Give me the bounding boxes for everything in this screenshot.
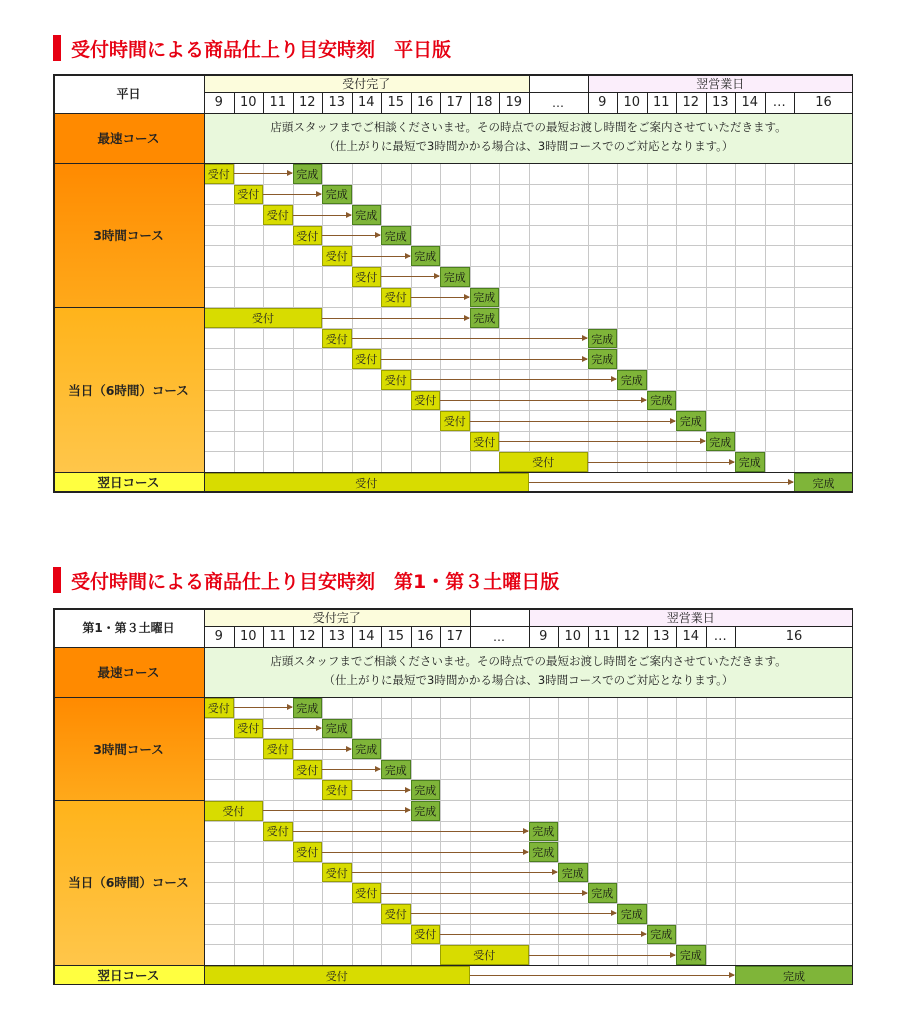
complete-tag: 完成 [440,267,470,287]
complete-tag: 完成 [293,698,323,718]
table-border [852,608,854,985]
hour-cell: 15 [387,95,405,110]
complete-tag: 完成 [470,308,500,328]
receive-tag: 受付 [263,205,293,225]
arrow [352,872,558,873]
hour-gap-ellipsis: … [493,629,505,644]
same-day-course-label: 当日（6時間）コース [53,307,204,472]
complete-tag: 完成 [735,452,765,472]
complete-tag: 完成 [588,349,618,369]
title-accent-bar [53,567,61,593]
receive-tag: 受付 [381,370,411,390]
table-border [852,74,854,493]
complete-tag: 完成 [529,822,559,842]
next-business-day-header: 翌営業日 [588,74,854,92]
next-day-hour-cell: 16 [785,629,803,644]
hour-cell: 16 [416,95,434,110]
arrow [322,852,528,853]
note-line: 店頭スタッフまでご相談くださいませ。その時点での最短お渡し時間をご案内させていただきます。 [270,120,787,134]
three-hour-course-label: 3時間コース [53,697,204,800]
table-border [352,626,353,647]
receive-tag: 受付 [322,863,352,883]
receive-tag: 受付 [381,904,411,924]
note-line: （仕上がりに最短で3時間かかる場合は、3時間コースでのご対応となります。） [323,139,734,153]
complete-tag: 完成 [647,925,677,945]
table-border [204,608,205,985]
receive-tag: 受付 [204,966,470,986]
complete-tag: 完成 [411,246,441,266]
complete-tag: 完成 [647,391,677,411]
hour-cell: 11 [269,629,287,644]
receive-tag: 受付 [411,925,441,945]
table-border [53,491,853,493]
hour-cell: 17 [446,95,464,110]
table-border [411,92,412,113]
next-day-hour-cell: 12 [623,629,641,644]
table-border [529,74,530,113]
complete-tag: 完成 [411,780,441,800]
title-accent-bar [53,35,61,61]
grid-line [499,163,500,472]
complete-tag: 完成 [322,719,352,739]
receive-tag: 受付 [322,329,352,349]
table-border [53,163,853,164]
table-border [352,92,353,113]
grid-line [735,697,736,965]
complete-tag: 完成 [794,473,853,493]
receive-tag: 受付 [352,349,382,369]
receive-tag: 受付 [440,411,470,431]
section-title-text: 受付時間による商品仕上り目安時刻 平日版 [71,38,452,61]
next-day-hour-cell: … [772,95,786,110]
complete-tag: 完成 [558,863,588,883]
next-day-hour-cell: 14 [741,95,759,110]
hour-cell: 11 [269,95,287,110]
table-border [322,626,323,647]
schedule-table-saturday [53,608,853,985]
complete-tag: 完成 [676,411,706,431]
receive-tag: 受付 [381,288,411,308]
next-day-hour-cell: 14 [682,629,700,644]
arrow [381,276,439,277]
hour-cell: 19 [505,95,523,110]
next-business-day-header: 翌営業日 [529,608,854,626]
table-border [234,92,235,113]
next-day-hour-cell: 10 [564,629,582,644]
complete-tag: 完成 [617,370,647,390]
table-border [499,92,500,113]
grid-line [735,163,736,472]
hour-cell: 12 [298,95,316,110]
table-border [53,984,853,986]
hour-cell: 13 [328,95,346,110]
complete-tag: 完成 [588,883,618,903]
table-border [588,74,589,113]
receive-tag: 受付 [293,226,323,246]
hour-cell: 16 [416,629,434,644]
receive-tag: 受付 [234,185,264,205]
receive-tag: 受付 [204,473,529,493]
complete-tag: 完成 [706,432,736,452]
note-line: （仕上がりに最短で3時間かかる場合は、3時間コースでのご対応となります。） [323,673,734,687]
arrow [263,194,321,195]
grid-line [706,697,707,965]
receive-tag: 受付 [204,698,234,718]
section-title-saturday [53,567,559,593]
arrow [588,462,735,463]
arrow [352,338,587,339]
arrow [411,297,469,298]
table-border [647,626,648,647]
next-day-course-label: 翌日コース [53,965,204,986]
complete-tag: 完成 [529,842,559,862]
arrow [293,831,528,832]
corner-label: 第1・第３土曜日 [82,621,175,635]
table-border [617,92,618,113]
table-border [53,307,204,308]
reception-complete-header: 受付完了 [204,74,529,92]
arrow [470,421,676,422]
receive-tag: 受付 [322,780,352,800]
arrow [263,728,321,729]
next-day-hour-cell: 10 [623,95,641,110]
table-border [53,697,853,698]
table-border [53,800,204,801]
table-border [706,92,707,113]
receive-tag: 受付 [440,945,529,965]
reception-complete-header: 受付完了 [204,608,470,626]
arrow [322,235,380,236]
grid-line [588,697,589,965]
table-border [529,608,530,647]
grid-line [558,697,559,965]
table-border [617,626,618,647]
receive-tag: 受付 [352,883,382,903]
table-border [322,92,323,113]
corner-label: 平日 [116,87,141,101]
arrow [411,913,617,914]
same-day-course-label: 当日（6時間）コース [53,800,204,965]
arrow [529,955,676,956]
receive-tag: 受付 [204,164,234,184]
table-border [53,608,55,985]
grid-line [676,697,677,965]
three-hour-course-label: 3時間コース [53,163,204,307]
arrow [470,975,735,976]
table-border [53,74,853,76]
table-border [234,626,235,647]
hour-cell: 14 [357,95,375,110]
receive-tag: 受付 [352,267,382,287]
receive-tag: 受付 [499,452,588,472]
complete-tag: 完成 [470,288,500,308]
arrow [440,934,646,935]
table-border [440,626,441,647]
hour-cell: 9 [214,95,223,110]
next-day-hour-cell: 9 [539,629,548,644]
hour-cell: 13 [328,629,346,644]
hour-cell: 15 [387,629,405,644]
grid-line [647,163,648,472]
next-day-hour-cell: 11 [652,95,670,110]
table-border [381,626,382,647]
table-border [204,74,205,493]
complete-tag: 完成 [676,945,706,965]
arrow [234,707,292,708]
table-border [470,608,471,647]
complete-tag: 完成 [381,226,411,246]
hour-cell: 10 [239,629,257,644]
table-border [381,92,382,113]
receive-tag: 受付 [234,719,264,739]
table-border [735,626,736,647]
receive-tag: 受付 [470,432,500,452]
arrow [293,215,351,216]
arrow [234,173,292,174]
arrow [352,790,410,791]
grid-line [588,163,589,472]
fastest-course-label: 最速コース [53,647,204,697]
hour-cell: 18 [475,95,493,110]
receive-tag: 受付 [204,308,322,328]
table-border [53,74,55,493]
complete-tag: 完成 [411,801,441,821]
fastest-course-note [204,647,853,697]
table-border [647,92,648,113]
hour-cell: 12 [298,629,316,644]
table-border [470,92,471,113]
table-border [735,92,736,113]
complete-tag: 完成 [352,205,382,225]
table-border [293,626,294,647]
receive-tag: 受付 [411,391,441,411]
grid-line [794,163,795,472]
table-border [765,92,766,113]
table-border [293,92,294,113]
table-border [794,92,795,113]
receive-tag: 受付 [263,739,293,759]
hour-cell: 14 [357,629,375,644]
schedule-table-weekday [53,74,853,493]
receive-tag: 受付 [204,801,263,821]
receive-tag: 受付 [293,760,323,780]
table-border [676,92,677,113]
next-day-course-label: 翌日コース [53,472,204,493]
next-day-hour-cell: 13 [711,95,729,110]
table-border [53,647,853,648]
arrow [499,441,705,442]
arrow [322,769,380,770]
complete-tag: 完成 [381,760,411,780]
complete-tag: 完成 [588,329,618,349]
table-border [53,113,853,114]
grid-line [617,163,618,472]
arrow [293,749,351,750]
receive-tag: 受付 [293,842,323,862]
arrow [440,400,646,401]
table-border [440,92,441,113]
grid-line [529,163,530,472]
table-border [706,626,707,647]
receive-tag: 受付 [263,822,293,842]
next-day-hour-cell: 16 [815,95,832,110]
next-day-hour-cell: 11 [593,629,611,644]
table-border [676,626,677,647]
hour-cell: 9 [214,629,223,644]
table-border [558,626,559,647]
note-line: 店頭スタッフまでご相談くださいませ。その時点での最短お渡し時間をご案内させていただきます。 [270,654,787,668]
section-title-text: 受付時間による商品仕上り目安時刻 第1・第３土曜日版 [71,570,560,593]
arrow [263,810,410,811]
table-border [263,92,264,113]
hour-cell: 17 [446,629,464,644]
hour-cell: 10 [239,95,257,110]
next-day-hour-cell: 13 [652,629,670,644]
table-border [53,965,853,966]
arrow [322,318,469,319]
table-border [263,626,264,647]
arrow [529,482,794,483]
table-border [411,626,412,647]
hour-gap-ellipsis: … [552,95,564,110]
grid-line [765,163,766,472]
fastest-course-label: 最速コース [53,113,204,163]
next-day-hour-cell: … [713,629,727,644]
receive-tag: 受付 [322,246,352,266]
fastest-course-note [204,113,853,163]
grid-line [706,163,707,472]
arrow [381,893,587,894]
section-title-weekday [53,35,451,61]
grid-line [617,697,618,965]
complete-tag: 完成 [322,185,352,205]
arrow [381,359,587,360]
complete-tag: 完成 [735,966,853,986]
next-day-hour-cell: 12 [682,95,700,110]
next-day-hour-cell: 9 [598,95,607,110]
complete-tag: 完成 [293,164,323,184]
arrow [352,256,410,257]
complete-tag: 完成 [352,739,382,759]
table-border [588,626,589,647]
table-border [53,608,853,610]
arrow [411,379,617,380]
complete-tag: 完成 [617,904,647,924]
table-border [53,472,853,473]
